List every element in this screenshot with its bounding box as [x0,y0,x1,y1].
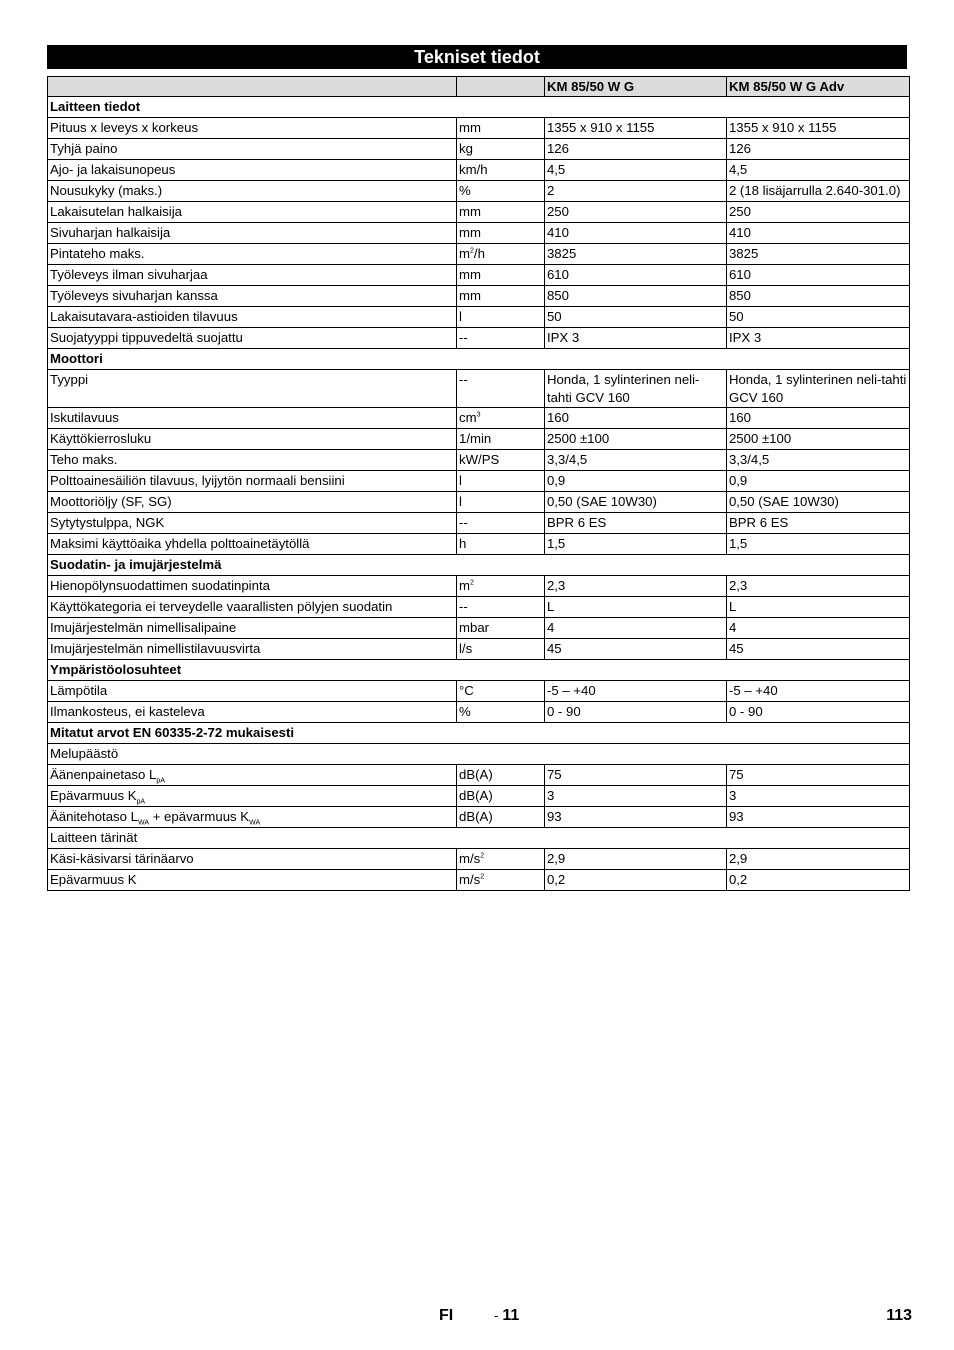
row-value-model-1: Honda, 1 sylinterinen neli-tahti GCV 160 [544,370,726,408]
table-row [48,702,910,723]
row-value-model-1: -5 – +40 [544,681,726,702]
header-cell-label [48,77,457,97]
row-unit: l/s [457,639,545,660]
row-unit: kW/PS [457,450,545,471]
row-value-model-2: 850 [726,286,909,307]
row-value-model-1: 4 [544,618,726,639]
row-value-model-2: 3825 [726,244,909,265]
row-unit: % [457,181,545,202]
technical-data-table [47,76,910,891]
row-value-model-2: 2 (18 lisäjarrulla 2.640-301.0) [726,181,909,202]
row-value-model-1: 1,5 [544,534,726,555]
row-unit: mm [457,223,545,244]
row-label: Työleveys ilman sivuharjaa [48,265,457,286]
row-label: Imujärjestelmän nimellistilavuusvirta [48,639,457,660]
row-value-model-2: IPX 3 [726,328,909,349]
row-unit: 1/min [457,429,545,450]
row-unit: $m/s^2$ [457,849,545,870]
row-label: Työleveys sivuharjan kanssa [48,286,457,307]
row-value-model-1: 2,3 [544,576,726,597]
section-heading: Mitatut arvot EN 60335-2-72 mukaisesti [48,723,910,744]
row-value-model-2: 3,3/4,5 [726,450,909,471]
section-heading: Moottori [48,349,910,370]
row-label: Tyhjä paino [48,139,457,160]
row-label: Lämpötila [48,681,457,702]
row-label: Käyttökategoria ei terveydelle vaarallisten pölyjen suodatin [48,597,457,618]
row-unit: kg [457,139,545,160]
row-value-model-2: 610 [726,265,909,286]
table-row [48,328,910,349]
footer-section-page-number: 11 [502,1307,520,1324]
table-row [48,471,910,492]
footer-page-number: 113 [886,1307,912,1324]
header-cell-model-1: KM 85/50 W G [544,77,726,97]
technical-data-body [48,77,910,891]
table-row [48,681,910,702]
row-value-model-2: 0 - 90 [726,702,909,723]
row-unit: -- [457,513,545,534]
row-label: Lakaisutelan halkaisija [48,202,457,223]
row-label: Iskutilavuus [48,408,457,429]
row-unit: -- [457,597,545,618]
row-value-model-2: 1,5 [726,534,909,555]
footer-language: FI [439,1307,454,1324]
row-value-model-1: 160 [544,408,726,429]
row-label: Moottoriöljy (SF, SG) [48,492,457,513]
header-cell-unit [457,77,545,97]
row-value-model-1: 1355 x 910 x 1155 [544,118,726,139]
row-unit: -- [457,370,545,408]
section-heading: Ympäristöolosuhteet [48,660,910,681]
table-row [48,492,910,513]
row-value-model-2: 4,5 [726,160,909,181]
table-row [48,181,910,202]
row-value-model-2: 75 [726,765,909,786]
table-row [48,450,910,471]
row-unit: km/h [457,160,545,181]
footer-section-page [494,1307,519,1325]
row-value-model-2: 160 [726,408,909,429]
row-unit: mm [457,202,545,223]
row-unit: dB(A) [457,786,545,807]
table-row [48,202,910,223]
section-heading-row [48,97,910,118]
row-value-model-1: 2500 ±100 [544,429,726,450]
row-unit: $m/s^2$ [457,870,545,891]
row-label: Teho maks. [48,450,457,471]
section-heading-row [48,349,910,370]
table-row [48,534,910,555]
row-label: Maksimi käyttöaika yhdella polttoainetäytöllä [48,534,457,555]
subsection-label: Melupäästö [48,744,910,765]
table-row [48,118,910,139]
row-value-model-1: 0 - 90 [544,702,726,723]
table-row [48,370,910,408]
row-unit: mm [457,286,545,307]
row-label: Epävarmuus K [48,870,457,891]
table-row [48,513,910,534]
table-row [48,807,910,828]
row-label: Sivuharjan halkaisija [48,223,457,244]
row-value-model-2: BPR 6 ES [726,513,909,534]
row-unit: $m^2/h$ [457,244,545,265]
row-label: Ilmankosteus, ei kasteleva [48,702,457,723]
row-value-model-1: BPR 6 ES [544,513,726,534]
footer-dash: - [494,1308,499,1323]
table-row [48,307,910,328]
row-value-model-2: 50 [726,307,909,328]
table-row [48,597,910,618]
table-row [48,244,910,265]
row-value-model-1: 850 [544,286,726,307]
row-label: Epävarmuus $K_{pA}$ [48,786,457,807]
table-row [48,408,910,429]
row-label: Imujärjestelmän nimellisalipaine [48,618,457,639]
row-label: Pituus x leveys x korkeus [48,118,457,139]
row-unit: °C [457,681,545,702]
row-unit: mm [457,118,545,139]
row-label: Käsi-käsivarsi tärinäarvo [48,849,457,870]
table-row [48,139,910,160]
row-value-model-2: 126 [726,139,909,160]
table-row [48,576,910,597]
row-value-model-2: 1355 x 910 x 1155 [726,118,909,139]
row-label: Tyyppi [48,370,457,408]
row-value-model-2: 4 [726,618,909,639]
row-label: Äänitehotaso $L_{WA}$ + epävarmuus $K_{WA}$ [48,807,457,828]
row-unit: h [457,534,545,555]
row-value-model-1: 610 [544,265,726,286]
row-value-model-1: 93 [544,807,726,828]
row-unit: $cm^3$ [457,408,545,429]
row-value-model-1: 75 [544,765,726,786]
row-label: Sytytystulppa, NGK [48,513,457,534]
row-value-model-1: 3,3/4,5 [544,450,726,471]
row-value-model-2: 93 [726,807,909,828]
row-value-model-1: 126 [544,139,726,160]
table-row [48,849,910,870]
section-heading: Laitteen tiedot [48,97,910,118]
row-value-model-2: 2,3 [726,576,909,597]
table-row [48,765,910,786]
row-label: Hienopölynsuodattimen suodatinpinta [48,576,457,597]
header-cell-model-2: KM 85/50 W G Adv [726,77,909,97]
table-row [48,786,910,807]
row-value-model-1: 410 [544,223,726,244]
subsection-label: Laitteen tärinät [48,828,910,849]
row-unit: % [457,702,545,723]
table-row [48,160,910,181]
subsection-row [48,744,910,765]
row-unit: dB(A) [457,807,545,828]
row-unit: dB(A) [457,765,545,786]
row-value-model-2: 3 [726,786,909,807]
row-value-model-1: 0,2 [544,870,726,891]
table-row [48,618,910,639]
section-heading-row [48,723,910,744]
table-row [48,265,910,286]
row-value-model-1: 45 [544,639,726,660]
subsection-row [48,828,910,849]
row-value-model-1: 2,9 [544,849,726,870]
row-value-model-2: 250 [726,202,909,223]
row-value-model-2: Honda, 1 sylinterinen neli-tahti GCV 160 [726,370,909,408]
row-unit: mm [457,265,545,286]
row-label: Nousukyky (maks.) [48,181,457,202]
row-value-model-2: 45 [726,639,909,660]
row-value-model-2: 0,2 [726,870,909,891]
row-label: Ajo- ja lakaisunopeus [48,160,457,181]
row-value-model-2: 410 [726,223,909,244]
row-value-model-1: 3 [544,786,726,807]
row-unit: l [457,307,545,328]
page-title: Tekniset tiedot [47,45,907,69]
row-value-model-2: -5 – +40 [726,681,909,702]
row-value-model-2: 0,50 (SAE 10W30) [726,492,909,513]
row-value-model-1: 4,5 [544,160,726,181]
row-value-model-1: 250 [544,202,726,223]
table-row [48,639,910,660]
row-value-model-1: 0,50 (SAE 10W30) [544,492,726,513]
row-unit: l [457,471,545,492]
row-value-model-1: IPX 3 [544,328,726,349]
row-value-model-1: 50 [544,307,726,328]
row-value-model-1: 0,9 [544,471,726,492]
section-heading-row [48,555,910,576]
table-header-row [48,77,910,97]
row-label: Pintateho maks. [48,244,457,265]
table-row [48,429,910,450]
table-row [48,223,910,244]
row-value-model-2: L [726,597,909,618]
row-value-model-2: 0,9 [726,471,909,492]
row-unit: mbar [457,618,545,639]
row-unit: -- [457,328,545,349]
row-label: Lakaisutavara-astioiden tilavuus [48,307,457,328]
table-row [48,870,910,891]
row-label: Suojatyyppi tippuvedeltä suojattu [48,328,457,349]
row-value-model-2: 2,9 [726,849,909,870]
row-value-model-1: L [544,597,726,618]
row-label: Polttoainesäiliön tilavuus, lyijytön normaali bensiini [48,471,457,492]
row-unit: $m^2$ [457,576,545,597]
row-value-model-2: 2500 ±100 [726,429,909,450]
section-heading: Suodatin- ja imujärjestelmä [48,555,910,576]
row-label: Äänenpainetaso $L_{pA}$ [48,765,457,786]
row-unit: l [457,492,545,513]
row-label: Käyttökierrosluku [48,429,457,450]
row-value-model-1: 3825 [544,244,726,265]
row-value-model-1: 2 [544,181,726,202]
section-heading-row [48,660,910,681]
table-row [48,286,910,307]
